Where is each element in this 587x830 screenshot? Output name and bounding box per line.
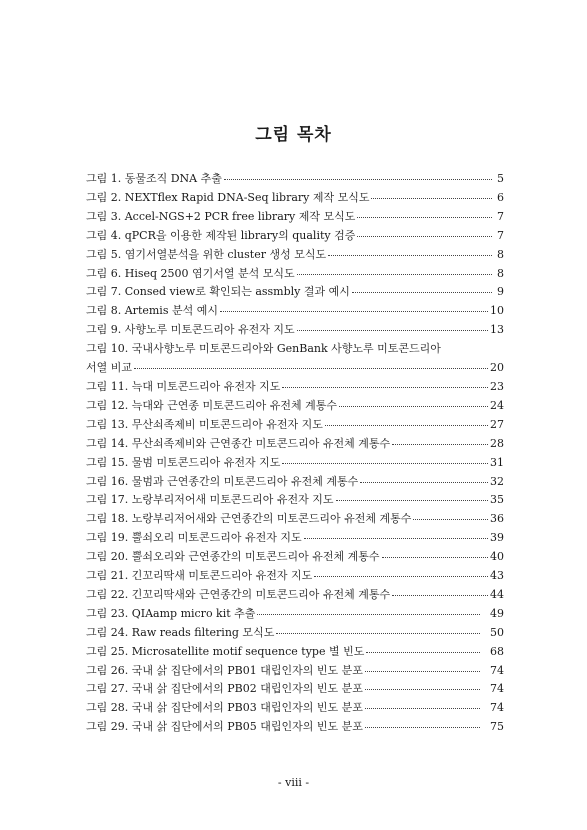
toc-entry-page: 44 — [490, 587, 504, 601]
dot-leader — [357, 210, 492, 218]
dot-leader — [392, 437, 488, 445]
toc-entry[interactable] — [86, 227, 504, 246]
dot-leader — [297, 267, 492, 275]
toc-entry[interactable] — [86, 643, 504, 662]
toc-entry[interactable] — [86, 208, 504, 227]
figure-list — [86, 170, 504, 737]
toc-entry-label: 그림 4. qPCR을 이용한 제작된 library의 quality 검증 — [86, 228, 356, 242]
toc-entry-label: 그림 28. 국내 삵 집단에서의 PB03 대립인자의 빈도 분포 — [86, 701, 363, 715]
dot-leader — [220, 305, 488, 313]
toc-entry-page: 36 — [490, 512, 504, 526]
toc-entry-label: 그림 17. 노랑부리저어새 미토콘드리아 유전자 지도 — [86, 493, 334, 507]
dot-leader — [365, 683, 480, 691]
toc-entry-label: 그림 7. Consed view로 확인되는 assmbly 결과 예시 — [86, 285, 350, 299]
toc-entry-label: 그림 16. 물범과 근연종간의 미토콘드리아 유전체 계통수 — [86, 474, 359, 488]
dot-leader — [339, 399, 488, 407]
page-number: - viii - — [277, 776, 310, 789]
toc-entry[interactable] — [86, 416, 504, 435]
toc-entry[interactable] — [86, 283, 504, 302]
dot-leader — [297, 324, 488, 332]
toc-entry[interactable] — [86, 718, 504, 737]
page-title: 그림 목차 — [255, 125, 332, 145]
toc-entry[interactable] — [86, 473, 504, 492]
toc-entry-label: 그림 10. 국내사향노루 미토콘드리아와 GenBank 사향노루 미토콘드리아 — [86, 342, 441, 356]
toc-entry-label: 그림 2. NEXTflex Rapid DNA-Seq library 제작 모식도 — [86, 190, 370, 204]
dot-leader — [366, 645, 480, 653]
toc-entry[interactable] — [86, 548, 504, 567]
toc-entry-label: 그림 26. 국내 삵 집단에서의 PB01 대립인자의 빈도 분포 — [86, 663, 363, 677]
toc-entry-label: 그림 1. 동물조직 DNA 추출 — [86, 172, 222, 185]
toc-entry-label: 그림 23. QIAamp micro kit 추출 — [86, 606, 256, 620]
dot-leader — [360, 475, 488, 483]
dot-leader — [365, 702, 480, 710]
toc-entry-label: 그림 24. Raw reads filtering 모식도 — [86, 625, 275, 639]
toc-entry-page: 75 — [490, 720, 504, 734]
dot-leader — [282, 456, 488, 464]
toc-entry-page: 49 — [490, 606, 504, 620]
toc-entry-page: 31 — [490, 455, 504, 469]
dot-leader — [413, 513, 488, 521]
toc-entry-page: 50 — [490, 625, 504, 639]
toc-entry[interactable] — [86, 265, 504, 284]
toc-entry-page: 43 — [490, 569, 504, 583]
dot-leader — [314, 569, 488, 577]
toc-entry[interactable] — [86, 699, 504, 718]
toc-entry-page: 74 — [490, 701, 504, 715]
toc-entry[interactable] — [86, 491, 504, 510]
toc-entry[interactable] — [86, 510, 504, 529]
toc-entry[interactable] — [86, 189, 504, 208]
toc-entry[interactable] — [86, 567, 504, 586]
toc-entry-label: 그림 12. 늑대와 근연종 미토콘드리아 유전체 계통수 — [86, 398, 337, 412]
dot-leader — [224, 172, 492, 180]
toc-entry-page: 7 — [497, 228, 504, 242]
toc-entry-page: 24 — [490, 398, 504, 412]
toc-entry[interactable] — [86, 586, 504, 605]
dot-leader — [282, 380, 488, 388]
toc-entry[interactable] — [86, 680, 504, 699]
toc-entry-label: 그림 13. 무산쇠족제비 미토콘드리아 유전자 지도 — [86, 417, 323, 431]
toc-entry[interactable] — [86, 359, 504, 378]
toc-entry-label: 그림 29. 국내 삵 집단에서의 PB05 대립인자의 빈도 분포 — [86, 720, 363, 734]
toc-entry-continuation: 서열 비교 — [86, 361, 133, 375]
toc-entry-page: 40 — [490, 550, 504, 564]
toc-entry-page: 23 — [490, 379, 504, 393]
dot-leader — [134, 361, 488, 369]
toc-entry-label: 그림 3. Accel-NGS+2 PCR free library 제작 모식도 — [86, 209, 356, 223]
toc-entry-page: 74 — [490, 663, 504, 677]
toc-entry-page: 5 — [497, 172, 504, 185]
toc-entry-page: 27 — [490, 417, 504, 431]
dot-leader — [365, 721, 480, 729]
toc-entry-label: 그림 18. 노랑부리저어새와 근연종간의 미토콘드리아 유전체 계통수 — [86, 512, 412, 526]
toc-entry[interactable] — [86, 397, 504, 416]
dot-leader — [336, 494, 489, 502]
toc-entry-label: 그림 6. Hiseq 2500 염기서열 분석 모식도 — [86, 266, 295, 280]
toc-entry-label: 그림 22. 긴꼬리딱새와 근연종간의 미토콘드리아 유전체 계통수 — [86, 587, 391, 601]
dot-leader — [328, 248, 492, 256]
dot-leader — [304, 532, 488, 540]
toc-entry-page: 28 — [490, 436, 504, 450]
toc-entry-label: 그림 9. 사향노루 미토콘드리아 유전자 지도 — [86, 323, 295, 337]
toc-entry-page: 9 — [497, 285, 504, 299]
toc-entry-label: 그림 5. 염기서열분석을 위한 cluster 생성 모식도 — [86, 247, 327, 261]
toc-entry-page: 39 — [490, 531, 504, 545]
toc-entry-label: 그림 21. 긴꼬리딱새 미토콘드리아 유전자 지도 — [86, 569, 313, 583]
toc-entry-label: 그림 25. Microsatellite motif sequence type 별 빈도 — [86, 644, 365, 658]
toc-entry-label: 그림 15. 물범 미토콘드리아 유전자 지도 — [86, 455, 281, 469]
toc-entry[interactable] — [86, 605, 504, 624]
toc-entry-page: 32 — [490, 474, 504, 488]
dot-leader — [371, 191, 492, 199]
dot-leader — [392, 588, 488, 596]
toc-entry-page: 7 — [497, 209, 504, 223]
toc-entry-page: 10 — [490, 304, 504, 318]
dot-leader — [325, 418, 488, 426]
toc-entry-label: 그림 14. 무산쇠족제비와 근연종간 미토콘드리아 유전체 계통수 — [86, 436, 391, 450]
toc-entry[interactable] — [86, 246, 504, 265]
dot-leader — [382, 551, 489, 559]
toc-entry[interactable] — [86, 624, 504, 643]
dot-leader — [357, 229, 492, 237]
toc-entry-page: 6 — [497, 190, 504, 204]
dot-leader — [276, 626, 480, 634]
toc-entry-page: 20 — [490, 361, 504, 375]
toc-entry-label: 그림 8. Artemis 분석 예시 — [86, 304, 218, 318]
toc-entry-page: 13 — [490, 323, 504, 337]
toc-entry[interactable] — [86, 662, 504, 681]
toc-entry-page: 68 — [490, 644, 504, 658]
toc-entry-label: 그림 19. 뿔쇠오리 미토콘드리아 유전자 지도 — [86, 531, 302, 545]
toc-entry-label: 그림 11. 늑대 미토콘드리아 유전자 지도 — [86, 379, 281, 393]
dot-leader — [257, 607, 480, 615]
toc-entry-page: 35 — [490, 493, 504, 507]
toc-entry-label: 그림 27. 국내 삵 집단에서의 PB02 대립인자의 빈도 분포 — [86, 682, 363, 696]
toc-entry[interactable] — [86, 170, 504, 189]
toc-entry-page: 74 — [490, 682, 504, 696]
toc-entry-page: 8 — [497, 247, 504, 261]
toc-entry-page: 8 — [497, 266, 504, 280]
toc-entry[interactable] — [86, 378, 504, 397]
toc-entry[interactable] — [86, 321, 504, 340]
dot-leader — [352, 286, 492, 294]
toc-entry-label: 그림 20. 뿔쇠오리와 근연종간의 미토콘드리아 유전체 계통수 — [86, 550, 380, 564]
toc-entry[interactable] — [86, 454, 504, 473]
dot-leader — [365, 664, 480, 672]
toc-entry[interactable] — [86, 435, 504, 454]
toc-entry[interactable] — [86, 302, 504, 321]
toc-entry[interactable] — [86, 529, 504, 548]
